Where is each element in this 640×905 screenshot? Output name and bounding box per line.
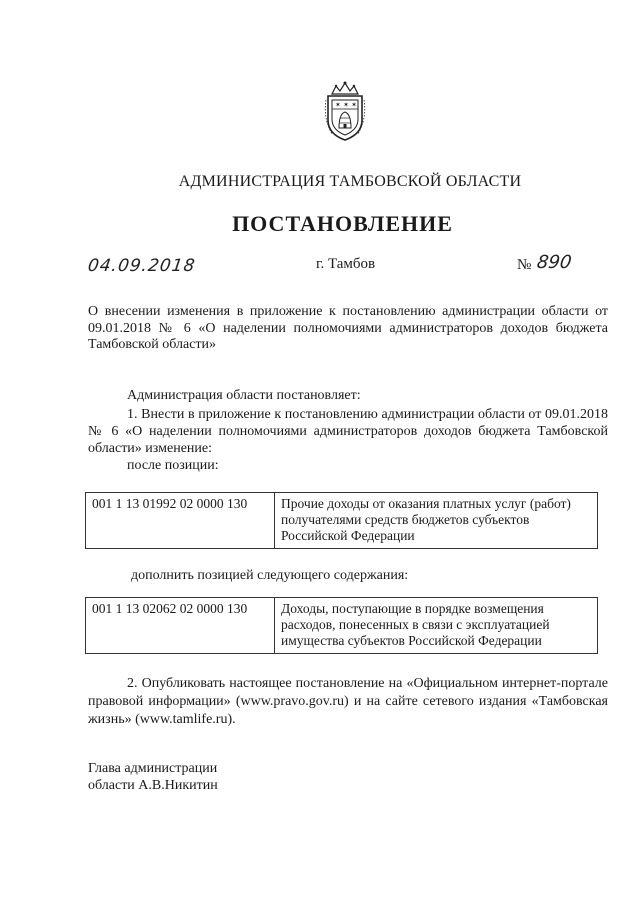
signatory-title: Глава администрации xyxy=(88,761,218,776)
budget-code-cell: 001 1 13 02062 02 0000 130 xyxy=(86,598,275,654)
after-position-label: после позиции: xyxy=(127,458,219,473)
description-cell: Прочие доходы от оказания платных услуг (работ) получателями средств бюджетов субъектов Российской Федерации xyxy=(275,493,598,549)
document-type-title: ПОСТАНОВЛЕНИЕ xyxy=(232,211,453,236)
number-label: № xyxy=(517,257,532,273)
resolves-statement: Администрация области постановляет: xyxy=(127,388,361,403)
city-name: г. Тамбов xyxy=(316,256,376,272)
svg-text:✶ ✶ ✶: ✶ ✶ ✶ xyxy=(335,101,358,109)
signatory-name: области А.В.Никитин xyxy=(88,778,218,793)
item-1-text: 1. Внести в приложение к постановлению администрации области от 09.01.2018 № 6 «О наделении полномочиями администраторов доходов бюджета Тамбовской области» изменение: xyxy=(88,407,608,456)
table-row xyxy=(86,493,598,549)
new-position-table xyxy=(85,597,598,654)
description-cell: Доходы, поступающие в порядке возмещения расходов, понесенных в связи с эксплуатацией имущества субъектов Российской Федерации xyxy=(275,598,598,654)
table-row xyxy=(86,598,598,654)
budget-code-cell: 001 1 13 01992 02 0000 130 xyxy=(86,493,275,549)
existing-position-table xyxy=(85,492,598,549)
handwritten-date: 04.09.2018 xyxy=(86,256,197,276)
document-subject: О внесении изменения в приложение к постановлению администрации области от 09.01.2018 № 6 «О наделении полномочиями администраторов доходов бюджета Тамбовской области» xyxy=(88,304,608,352)
handwritten-number: 890 xyxy=(535,252,573,273)
add-position-label: дополнить позицией следующего содержания: xyxy=(131,568,409,583)
organization-name: АДМИНИСТРАЦИЯ ТАМБОВСКОЙ ОБЛАСТИ xyxy=(178,173,522,190)
tambov-coat-of-arms-icon xyxy=(318,80,372,142)
item-2-text: 2. Опубликовать настоящее постановление на «Официальном интернет-портале правовой информации» (www.pravo.gov.ru) и на сайте сетевого издания «Тамбовская жизнь» (www.tamlife.ru). xyxy=(88,676,608,727)
